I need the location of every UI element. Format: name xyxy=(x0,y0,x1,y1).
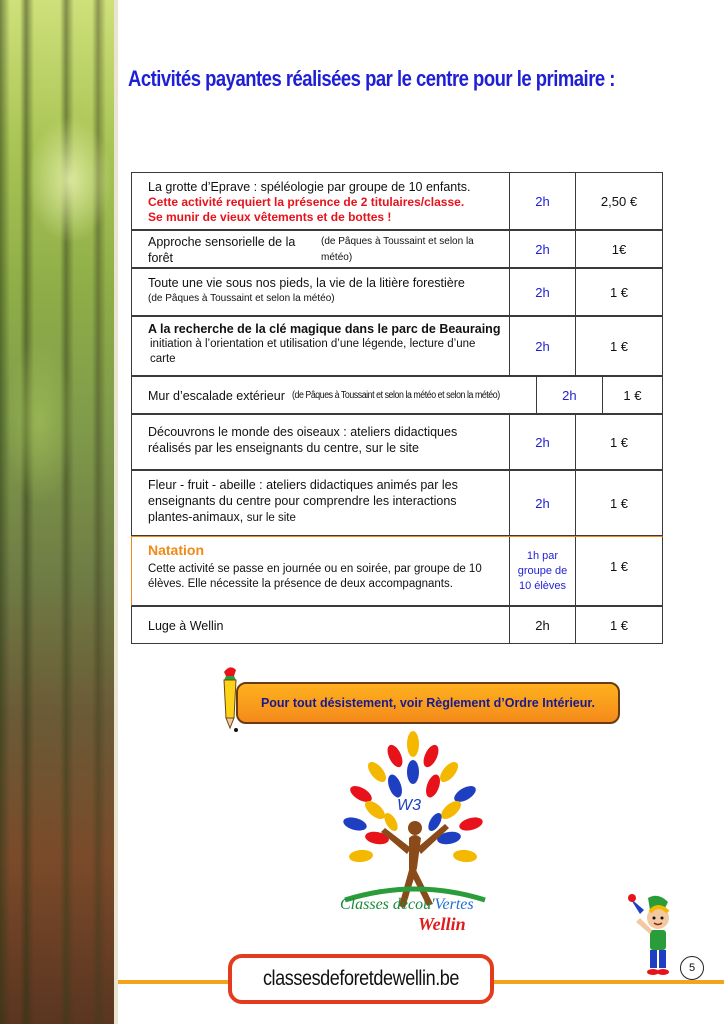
activity-row xyxy=(131,536,663,606)
activity-duration: 2h xyxy=(510,269,576,315)
page-title: Activités payantes réalisées par le centre pour le primaire : xyxy=(128,66,615,91)
tree-logo xyxy=(325,728,505,958)
activity-description xyxy=(132,173,510,229)
activity-row xyxy=(131,470,663,536)
activity-warning: Se munir de vieux vêtements et de bottes ! xyxy=(148,210,392,224)
activity-price: 1 € xyxy=(609,617,629,633)
activity-price: 1€ xyxy=(611,241,627,257)
logo-text-accent: Vertes xyxy=(434,896,474,913)
svg-text:W3: W3 xyxy=(397,797,421,814)
activity-description xyxy=(132,415,510,469)
mascot-illustration xyxy=(624,892,682,980)
website-text: classesdeforetdewellin.be xyxy=(262,967,460,990)
activity-note: Cette activité se passe en journée ou en soirée, par groupe de 10 élèves. Elle nécessite la présence de deux accompagnants. xyxy=(148,563,482,590)
activity-price: 1 € xyxy=(623,387,642,403)
activity-note: sur le site xyxy=(246,512,296,524)
forest-photo xyxy=(0,0,114,1024)
activity-note: (de Pâques à Toussaint et selon la météo et selon la météo) xyxy=(291,389,500,401)
activity-price: 2,50 € xyxy=(600,193,638,209)
activity-row xyxy=(131,316,663,376)
logo-subtitle: Wellin xyxy=(418,914,466,934)
activity-warning: Cette activité requiert la présence de 2 titulaires/classe. xyxy=(148,195,465,209)
activity-description xyxy=(132,471,510,535)
photo-border xyxy=(114,0,118,1024)
activity-price: 1 € xyxy=(609,338,629,354)
activity-duration: 2h xyxy=(510,607,576,643)
activity-row xyxy=(131,376,663,414)
activity-duration: 2h xyxy=(510,317,576,375)
activity-duration: 2h xyxy=(510,173,576,229)
activity-description xyxy=(132,317,510,375)
activity-price: 1 € xyxy=(609,495,629,511)
activity-row xyxy=(131,230,663,268)
activity-name: Approche sensorielle de la forêt xyxy=(148,234,296,265)
activity-name: Fleur - fruit - abeille : ateliers didactiques animés par les enseignants du centre pour comprendre les interactions plantes-animaux, xyxy=(148,478,458,524)
activity-duration: 1h par groupe de 10 élèves xyxy=(510,537,576,605)
logo-wordmark xyxy=(340,896,474,914)
activity-name: A la recherche de la clé magique dans le parc de Beauraing xyxy=(148,322,501,336)
activity-description xyxy=(132,537,510,605)
page-number: 5 xyxy=(680,956,704,980)
activity-duration: 2h xyxy=(510,471,576,535)
activity-price: 1 € xyxy=(609,559,629,574)
activity-row xyxy=(131,414,663,470)
activity-duration: 2h xyxy=(510,415,576,469)
website-link[interactable] xyxy=(228,954,494,1004)
activity-duration: 2h xyxy=(510,231,576,267)
activity-note: initiation à l’orientation et utilisation d’une légende, lecture d’une carte xyxy=(150,338,476,365)
activity-name: Luge à Wellin xyxy=(148,618,224,633)
activity-name: Découvrons le monde des oiseaux : ateliers didactiques réalisés par les enseignants du centre, sur le site xyxy=(148,425,458,455)
activity-price: 1 € xyxy=(609,284,629,300)
activity-row xyxy=(131,606,663,644)
activity-description xyxy=(132,269,510,315)
activity-name: La grotte d’Eprave : spéléologie par groupe de 10 enfants. xyxy=(148,180,471,194)
activity-note: (de Pâques à Toussaint et selon la météo) xyxy=(148,293,335,304)
activity-name: Toute une vie sous nos pieds, la vie de la litière forestière xyxy=(148,276,465,290)
logo-text: Classes décou' xyxy=(340,896,435,913)
activity-row xyxy=(131,268,663,316)
activity-description xyxy=(132,231,510,267)
activity-price: 1 € xyxy=(609,434,629,450)
cancellation-notice: Pour tout désistement, voir Règlement d’Ordre Intérieur. xyxy=(236,682,620,724)
activity-duration: 2h xyxy=(537,377,603,413)
activity-name: Natation xyxy=(148,542,204,558)
activity-row xyxy=(131,172,663,230)
activity-description xyxy=(132,607,510,643)
activity-name: Mur d’escalade extérieur xyxy=(148,388,285,403)
activity-note: (de Pâques à Toussaint et selon la météo) xyxy=(321,235,474,263)
activity-description xyxy=(132,377,537,413)
